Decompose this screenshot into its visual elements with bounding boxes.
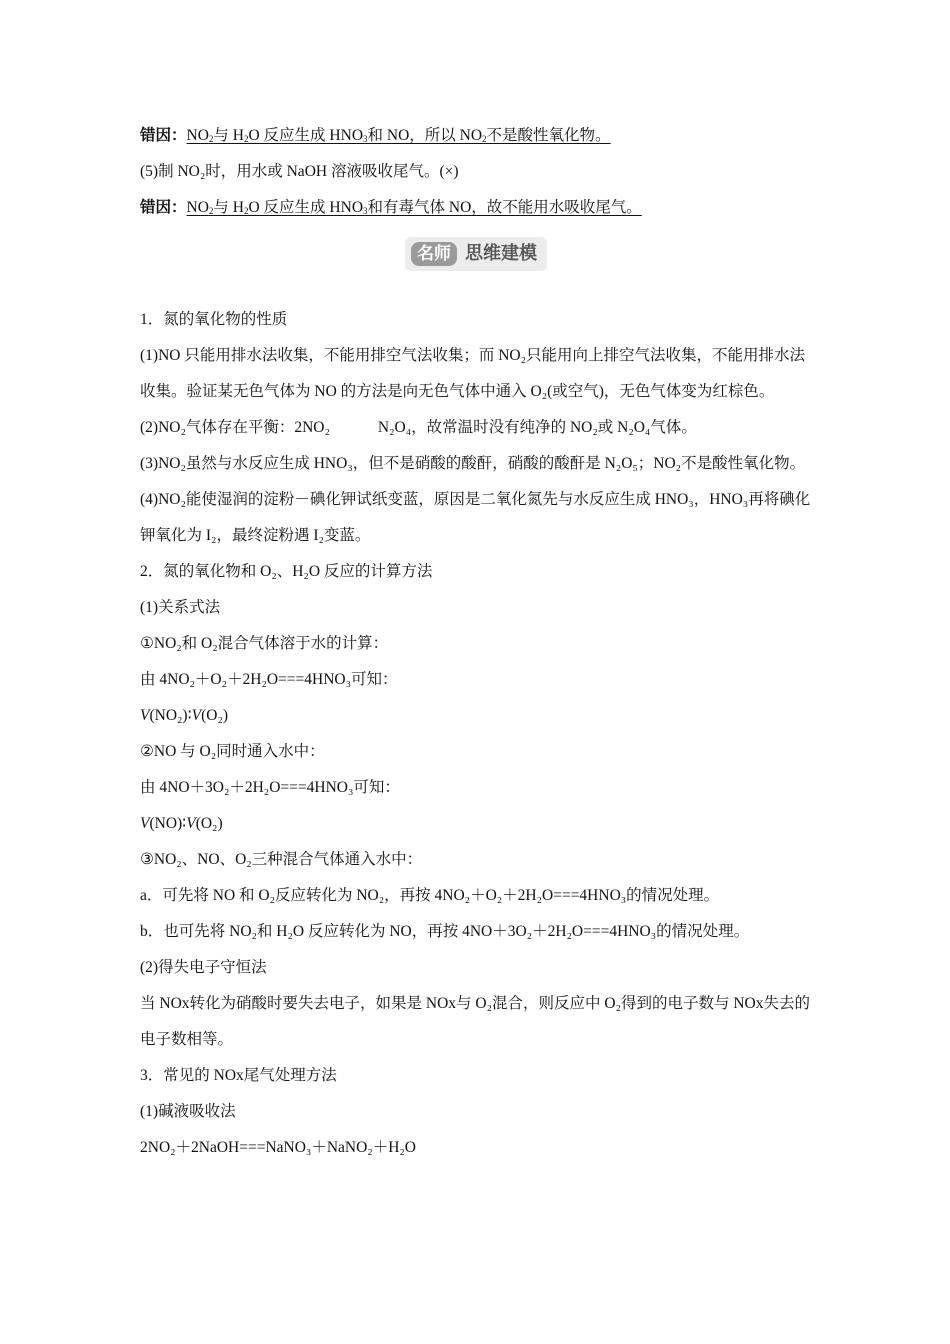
section-1-paragraph-4: (4)NO₂能使湿润的淀粉－碘化钾试纸变蓝，原因是二氧化氮先与水反应生成 HNO₃，HNO₃再将碘化钾氧化为 I₂，最终淀粉遇 I₂变蓝。 <box>140 491 811 544</box>
banner-tag: 名师 <box>411 242 457 266</box>
case-3-option-a: a．可先将 NO 和 O₂反应转化为 NO₂，再按 4NO₂＋O₂＋2H₂O===4HNO₃的情况处理。 <box>140 887 720 904</box>
error-label: 错因： <box>140 127 187 144</box>
section-1-heading: 1．氮的氧化物的性质 <box>140 311 288 328</box>
section-3-equation: 2NO₂＋2NaOH===NaNO₃＋NaNO₂＋H₂O <box>140 1139 416 1156</box>
case-2: ②NO 与 O₂同时通入水中： <box>140 743 325 760</box>
section-1-paragraph-3: (3)NO₂虽然与水反应生成 HNO₃，但不是硝酸的酸酐，硝酸的酸酐是 N₂O₅；NO₂不是酸性氧化物。 <box>140 455 806 472</box>
error-reason-line <box>140 118 812 154</box>
ratio-2: V(NO)∶V(O₂) <box>140 815 223 832</box>
equation-2: 由 4NO＋3O₂＋2H₂O===4HNO₃可知： <box>140 779 400 796</box>
ratio-1: V(NO₂)∶V(O₂) <box>140 707 229 724</box>
banner-title: 思维建模 <box>465 243 537 264</box>
section-1-paragraph-2: (2)NO₂气体存在平衡：2NO₂ N₂O₄，故常温时没有纯净的 NO₂或 N₂O₄气体。 <box>140 419 697 436</box>
method-2-paragraph: 当 NOx转化为硝酸时要失去电子，如果是 NOx与 O₂混合，则反应中 O₂得到的电子数与 NOx失去的电子数相等。 <box>140 995 810 1048</box>
question-5: (5)制 NO₂时，用水或 NaOH 溶液吸收尾气。(×) <box>140 163 459 180</box>
error-reason-line <box>140 190 812 226</box>
method-1-title: (1)关系式法 <box>140 599 221 616</box>
section-1-paragraph-1: (1)NO 只能用排水法收集，不能用排空气法收集；而 NO₂只能用向上排空气法收集，不能用排水法收集。验证某无色气体为 NO 的方法是向无色气体中通入 O₂(或空气)，无色气体变为红棕色。 <box>140 347 806 400</box>
method-2-title: (2)得失电子守恒法 <box>140 959 267 976</box>
case-1: ①NO₂和 O₂混合气体溶于水的计算： <box>140 635 389 652</box>
section-banner <box>140 226 812 282</box>
equation-1: 由 4NO₂＋O₂＋2H₂O===4HNO₃可知： <box>140 671 398 688</box>
error-reason-text: $NO_2$与 $H_2O$ 反应生成 $HNO_3$和有毒气体 NO，故不能用水吸收尾气。 <box>186 199 642 216</box>
case-3-option-b: b．也可先将 NO₂和 H₂O 反应转化为 NO，再按 4NO＋3O₂＋2H₂O===4HNO₃的情况处理。 <box>140 923 750 940</box>
section-3-method-1: (1)碱液吸收法 <box>140 1103 236 1120</box>
case-3: ③NO₂、NO、O₂三种混合气体通入水中： <box>140 851 423 868</box>
section-2-heading: 2．氮的氧化物和 O₂、H₂O 反应的计算方法 <box>140 563 433 580</box>
error-reason-text: $NO_2$与 $H_2O$ 反应生成 $HNO_3$和 NO，所以 $NO_2$不是酸性氧化物。 <box>186 127 611 144</box>
document-page <box>140 118 812 1166</box>
error-label: 错因： <box>140 199 187 216</box>
section-3-heading: 3．常见的 NOx尾气处理方法 <box>140 1067 337 1084</box>
